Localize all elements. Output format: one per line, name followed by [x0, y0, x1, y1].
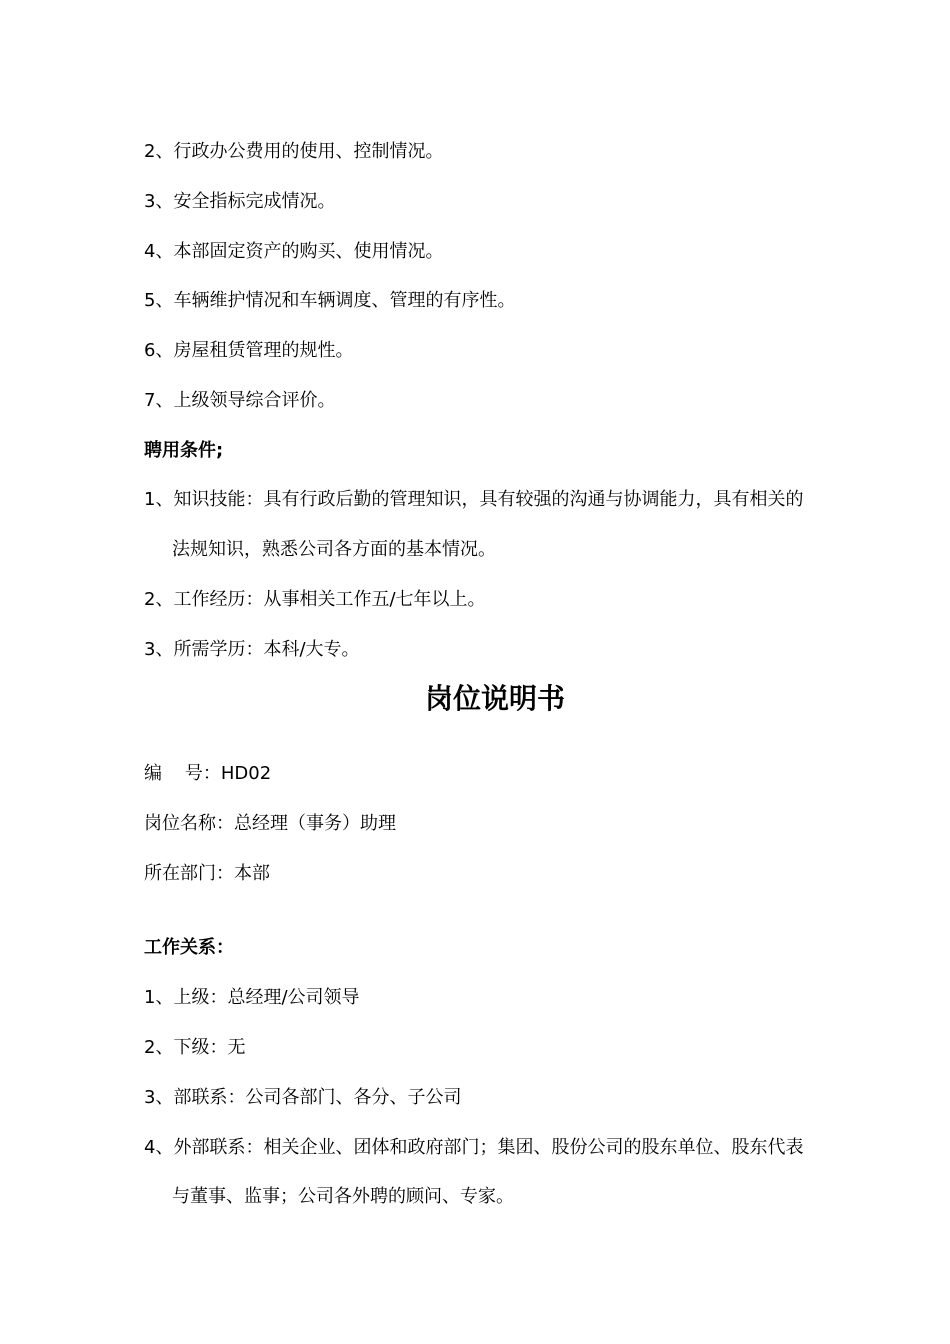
condition-work-experience: 2、工作经历：从事相关工作五/七年以上。	[144, 589, 486, 610]
relation-internal: 3、部联系：公司各部门、各分、子公司	[144, 1087, 462, 1108]
department: 所在部门：本部	[144, 863, 270, 884]
list-item-vehicle-maintenance: 5、车辆维护情况和车辆调度、管理的有序性。	[144, 290, 516, 311]
relation-external-continued: 与董事、监事；公司各外聘的顾问、专家。	[172, 1186, 514, 1207]
document-number: 编 号：HD02	[144, 763, 272, 784]
relation-subordinate: 2、下级：无	[144, 1037, 246, 1058]
list-item-superior-evaluation: 7、上级领导综合评价。	[144, 390, 336, 411]
position-name: 岗位名称：总经理（事务）助理	[144, 813, 396, 834]
condition-knowledge-skills-continued: 法规知识，熟悉公司各方面的基本情况。	[172, 539, 496, 560]
relation-external: 4、外部联系：相关企业、团体和政府部门；集团、股份公司的股东单位、股东代表	[144, 1137, 804, 1158]
condition-education: 3、所需学历：本科/大专。	[144, 639, 360, 660]
list-item-fixed-assets: 4、本部固定资产的购买、使用情况。	[144, 241, 444, 262]
document-title: 岗位说明书	[424, 682, 565, 715]
list-item-safety-indicators: 3、安全指标完成情况。	[144, 191, 336, 212]
employment-conditions-heading: 聘用条件;	[144, 440, 224, 461]
work-relations-heading: 工作关系：	[144, 937, 234, 958]
condition-knowledge-skills: 1、知识技能：具有行政后勤的管理知识，具有较强的沟通与协调能力，具有相关的	[144, 489, 804, 510]
relation-superior: 1、上级：总经理/公司领导	[144, 987, 360, 1008]
list-item-housing-lease: 6、房屋租赁管理的规性。	[144, 340, 354, 361]
list-item-admin-expenses: 2、行政办公费用的使用、控制情况。	[144, 141, 444, 162]
